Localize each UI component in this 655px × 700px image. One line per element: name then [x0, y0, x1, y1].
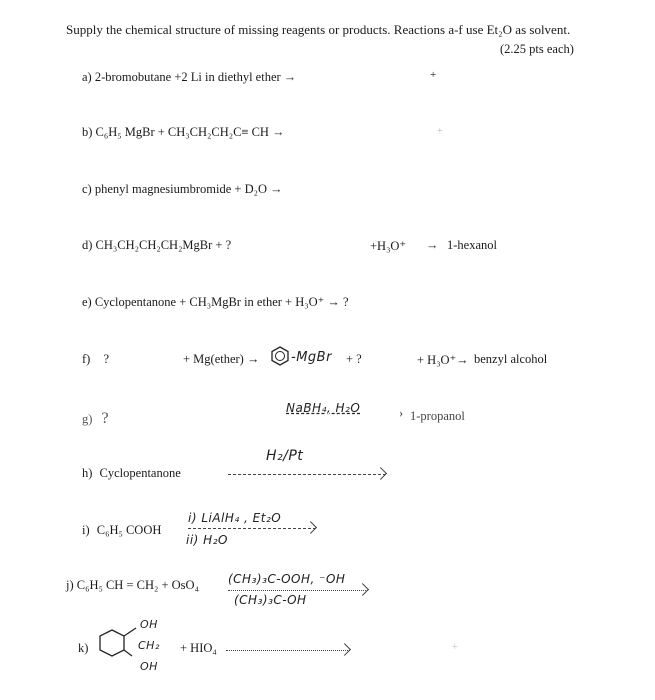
instruction-text: Supply the chemical structure of missing reagents or products. Reactions a-f use Et₂O as solvent.	[66, 22, 571, 37]
hand-step2-i: ii) H₂O	[186, 533, 228, 547]
hand-oh-bottom-k: OH	[140, 660, 158, 673]
reaction-e	[82, 294, 349, 310]
reaction-c-text: phenyl magnesiumbromide + D₂O	[94, 182, 267, 196]
hand-ch2-k: CH₂	[138, 639, 160, 652]
reaction-i	[82, 523, 161, 538]
reaction-f	[82, 352, 109, 367]
reaction-b-text: C₆H₅ MgBr + CH₃CH₂CH₂C≡ CH	[95, 125, 269, 139]
hand-step2-j: (CH₃)₃C-OH	[234, 593, 307, 607]
question-g: ?	[101, 410, 109, 427]
product-g: 1-propanol	[410, 409, 465, 423]
label-a: a)	[82, 70, 92, 84]
plus-question-f: + ?	[346, 352, 362, 366]
hand-mgbr: MgBr	[296, 350, 332, 365]
label-c: c)	[82, 182, 92, 196]
label-h: h)	[82, 466, 93, 480]
label-d: d)	[82, 238, 93, 252]
hand-reagent-g: NaBH₄, H₂O	[286, 401, 361, 415]
hand-oh-top-k: OH	[140, 618, 158, 631]
reagent-k: + HIO₄	[180, 641, 217, 655]
cyclohexane-ring-icon	[96, 626, 140, 666]
plus-a: +	[430, 69, 437, 81]
reaction-a	[82, 70, 296, 85]
question-f: ?	[103, 352, 110, 366]
mid-f: + Mg(ether) →	[183, 352, 260, 366]
points-text: (2.25 pts each)	[500, 42, 574, 56]
benzene-ring-icon	[269, 345, 291, 367]
reaction-i-text: C₆H₅ COOH	[96, 523, 162, 537]
arrow-icon: →	[272, 125, 285, 139]
hand-step1-j: (CH₃)₃C-OOH, ⁻OH	[228, 572, 346, 586]
dashed-arrow-h	[228, 474, 386, 475]
reaction-a-text: 2-bromobutane +2 Li in diethyl ether	[94, 70, 281, 84]
plus-k: +	[452, 642, 458, 653]
reaction-e-text: Cyclopentanone + CH₃MgBr in ether + H₃O⁺ → ?	[94, 295, 349, 309]
dashed-arrow-j	[228, 590, 368, 591]
arrow-icon: →	[270, 182, 283, 196]
reaction-b	[82, 125, 285, 140]
reaction-d-text: CH₃CH₂CH₂CH₂MgBr + ?	[95, 238, 232, 252]
arrow-icon: →	[283, 70, 297, 84]
label-e: e)	[82, 295, 92, 309]
label-k: k)	[78, 641, 89, 655]
reaction-g	[82, 410, 109, 428]
reaction-j	[66, 578, 199, 593]
label-g: g)	[82, 412, 93, 426]
label-j: j)	[66, 578, 74, 592]
reaction-h-text: Cyclopentanone	[99, 466, 181, 480]
dashed-arrow-i	[188, 528, 316, 529]
reaction-d	[82, 238, 231, 253]
hand-reagent-h: H₂/Pt	[266, 448, 304, 464]
reagent-f: + H₃O⁺→	[417, 353, 469, 367]
label-b: b)	[82, 125, 93, 139]
hand-product-f: -MgBr	[291, 350, 332, 365]
reagent-d: +H₃O⁺	[370, 239, 407, 253]
product-f: benzyl alcohol	[474, 352, 548, 366]
reaction-j-text: C₆H₅ CH = CH₂ + OsO₄	[76, 578, 199, 592]
arrow-icon: →	[426, 238, 439, 252]
dashed-arrow-k	[226, 650, 350, 651]
label-f: f)	[82, 352, 91, 366]
arrow-icon: ›	[399, 406, 404, 420]
reaction-h	[82, 466, 181, 481]
plus-b: +	[437, 126, 443, 137]
hand-step1-i: i) LiAlH₄ , Et₂O	[188, 511, 282, 525]
label-i: i)	[82, 523, 90, 537]
product-d: 1-hexanol	[447, 238, 497, 252]
reaction-c	[82, 182, 283, 197]
